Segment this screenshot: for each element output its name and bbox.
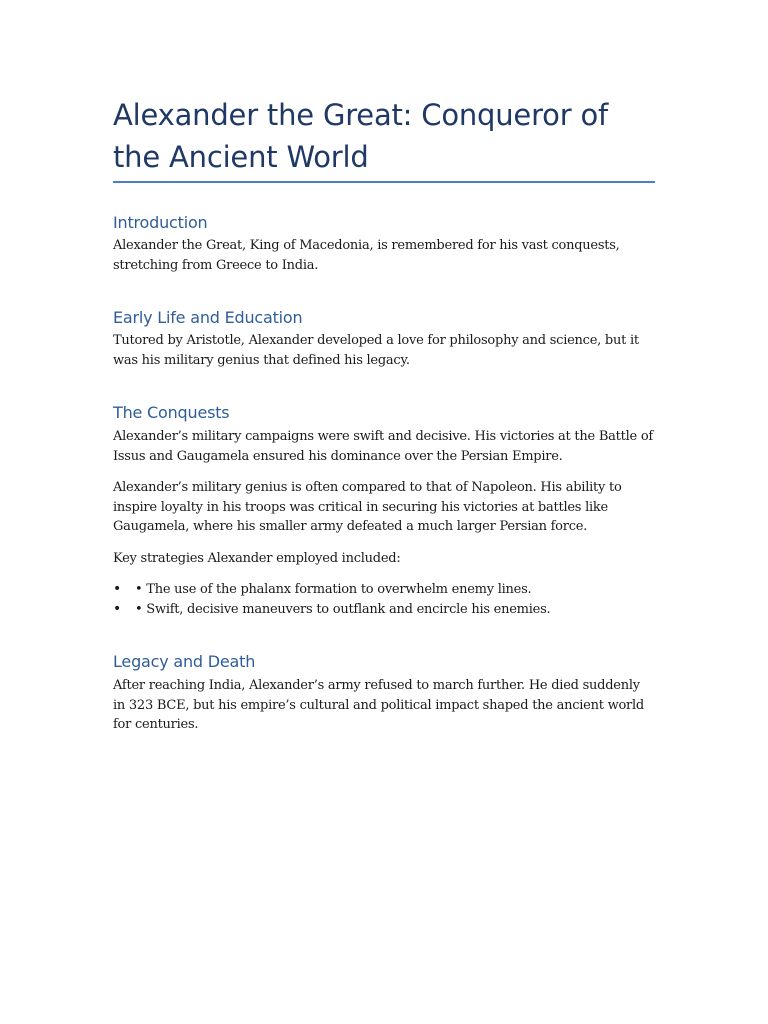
list-item <box>113 580 655 600</box>
list-item-text: • The use of the phalanx formation to overwhelm enemy lines. <box>135 582 532 597</box>
paragraph-early-life: Tutored by Aristotle, Alexander developed a love for philosophy and science, but it was his military genius that defined his legacy. <box>113 333 639 368</box>
list-item-text: • Swift, decisive maneuvers to outflank and encircle his enemies. <box>135 601 551 617</box>
title-divider <box>113 181 655 183</box>
strategies-list <box>113 580 655 619</box>
section-heading-early-life: Early Life and Education <box>113 308 303 327</box>
bullet-icon: • <box>113 600 122 617</box>
paragraph-conquests-2: Alexander’s military genius is often compared to that of Napoleon. His ability to inspire loyalty in his troops was critical in securing his victories at battles like Gaugamela, where his smaller army defeated a much larger Persian force. <box>113 480 622 534</box>
section-heading-introduction: Introduction <box>113 213 208 232</box>
page-title: Alexander the Great: Conqueror of the Ancient World <box>113 98 608 174</box>
document-page <box>113 94 655 735</box>
paragraph-conquests-3: Key strategies Alexander employed included: <box>113 550 401 566</box>
paragraph-legacy: After reaching India, Alexander’s army refused to march further. He died suddenly in 323 BCE, but his empire’s cultural and political impact shaped the ancient world for centuries. <box>113 678 645 732</box>
section-heading-legacy: Legacy and Death <box>113 652 256 671</box>
paragraph-conquests-1: Alexander’s military campaigns were swift and decisive. His victories at the Battle of Issus and Gaugamela ensured his dominance over the Persian Empire. <box>113 429 653 464</box>
section-heading-conquests: The Conquests <box>113 403 230 422</box>
bullet-icon: • <box>113 581 122 597</box>
paragraph-introduction: Alexander the Great, King of Macedonia, is remembered for his vast conquests, stretching from Greece to India. <box>113 238 620 273</box>
list-item <box>113 600 655 620</box>
